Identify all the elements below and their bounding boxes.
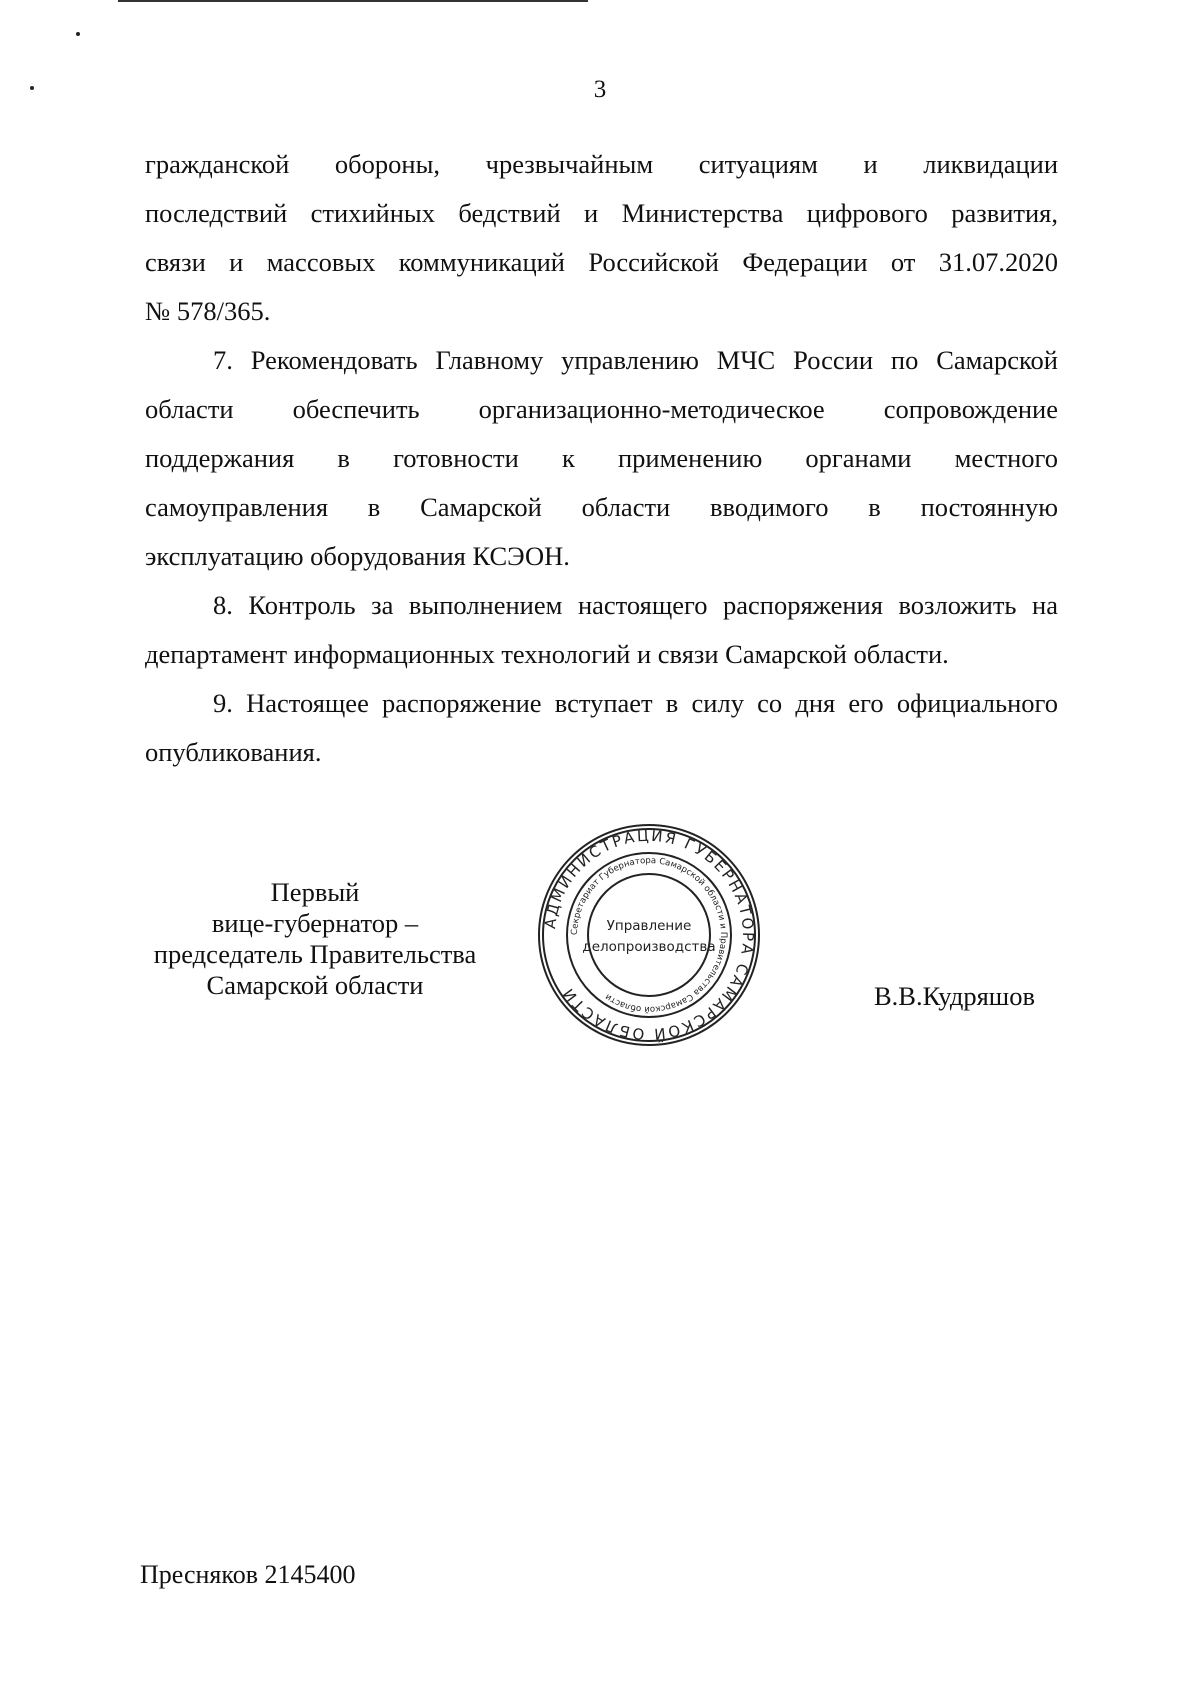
official-seal-stamp (534, 820, 764, 1050)
signer-position-line: Самарской области (206, 970, 424, 1000)
text-line: департамент информационных технологий и связи Самарской области. (145, 639, 949, 669)
document-body (145, 140, 1058, 777)
seal-inner-ring-text: Секретариат Губернатора Самарской области и Правительства Самарской области (569, 855, 729, 1015)
signer-name: В.В.Кудряшов (874, 981, 1035, 1011)
signer-position (130, 877, 500, 1001)
page-number: 3 (593, 76, 607, 103)
text-line: самоуправления в Самарской области вводимого в постоянную (145, 492, 1058, 522)
text-line: гражданской обороны, чрезвычайным ситуациям и ликвидации (145, 149, 1058, 179)
text-line: 8. Контроль за выполнением настоящего распоряжения возложить на (213, 590, 1058, 620)
seal-center-line: делопроизводства (582, 939, 716, 955)
seal-center-line: Управление (606, 918, 692, 934)
text-line: последствий стихийных бедствий и Министерства цифрового развития, (145, 198, 1058, 228)
paragraph-item-9 (145, 679, 1058, 777)
scan-speck (76, 32, 80, 36)
seal-outer-text: АДМИНИСТРАЦИЯ ГУБЕРНАТОРА САМАРСКОЙ ОБЛАСТИ (541, 826, 758, 1044)
paragraph-item-8 (145, 581, 1058, 679)
text-line: 9. Настоящее распоряжение вступает в силу со дня его официального (213, 688, 1058, 718)
text-line: поддержания в готовности к применению органами местного (145, 443, 1058, 473)
text-line: опубликования. (145, 737, 322, 767)
text-line: эксплуатацию оборудования КСЭОН. (145, 541, 570, 571)
signer-position-line: председатель Правительства (153, 939, 477, 969)
scan-top-edge-mark (118, 0, 588, 2)
text-line: области обеспечить организационно-методическое сопровождение (145, 394, 1058, 424)
paragraph-continuation (145, 140, 1058, 336)
signer-position-line: вице-губернатор – (211, 908, 419, 938)
executor-contact: Пресняков 2145400 (140, 1560, 356, 1589)
text-line: № 578/365. (145, 296, 271, 326)
paragraph-item-7 (145, 336, 1058, 581)
text-line: связи и массовых коммуникаций Российской Федерации от 31.07.2020 (145, 247, 1058, 277)
signer-position-line: Первый (270, 877, 360, 907)
text-line: 7. Рекомендовать Главному управлению МЧС России по Самарской (213, 345, 1058, 375)
